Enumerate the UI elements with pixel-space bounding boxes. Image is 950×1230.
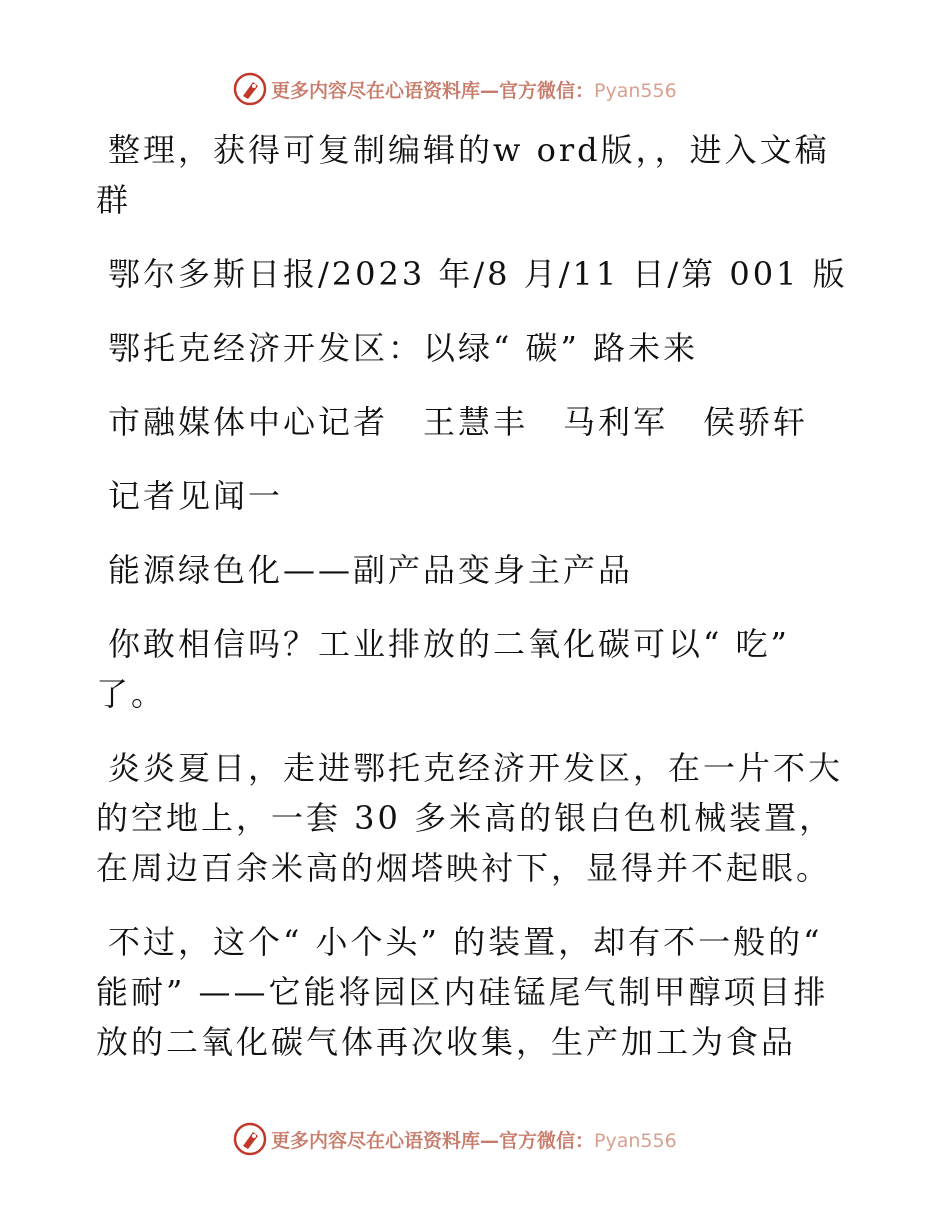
watermark-text: 更多内容尽在心语资料库—官方微信：Pyan556 bbox=[271, 1129, 677, 1152]
watermark-text: 更多内容尽在心语资料库—官方微信：Pyan556 bbox=[271, 79, 677, 102]
watermark-footer bbox=[233, 1122, 713, 1156]
watermark-wechat-id: Pyan556 bbox=[594, 1129, 677, 1152]
subsection-heading: 能源绿色化——副产品变身主产品 bbox=[108, 551, 634, 589]
watermark-header bbox=[233, 72, 713, 106]
paragraph: 整理，获得可复制编辑的w ord版，，进入文稿群 bbox=[96, 131, 830, 219]
paragraph: 你敢相信吗？工业排放的二氧化碳可以“ 吃” 了。 bbox=[96, 625, 790, 713]
paragraph: 不过，这个“ 小个头” 的装置，却有不一般的“ 能耐” ——它能将园区内硅锰尾气制甲醇项目排放的二氧化碳气体再次收集，生产加工为食品 bbox=[96, 923, 829, 1061]
document-body bbox=[96, 125, 856, 1091]
section-heading: 记者见闻一 bbox=[108, 477, 284, 515]
paragraph: 炎炎夏日，走进鄂托克经济开发区，在一片不大的空地上，一套 30 多米高的银白色机械装置，在周边百余米高的烟塔映衬下，显得并不起眼。 bbox=[96, 749, 844, 887]
paragraph: 鄂尔多斯日报/2023 年/8 月/11 日/第 001 版 bbox=[108, 255, 848, 293]
article-title: 鄂托克经济开发区：以绿“ 碳” 路未来 bbox=[108, 329, 699, 367]
pen-nib-logo-icon bbox=[233, 72, 267, 106]
pen-nib-logo-icon bbox=[233, 1122, 267, 1156]
watermark-wechat-id: Pyan556 bbox=[594, 79, 677, 102]
byline: 市融媒体中心记者 王慧丰 马利军 侯骄轩 bbox=[108, 403, 809, 441]
